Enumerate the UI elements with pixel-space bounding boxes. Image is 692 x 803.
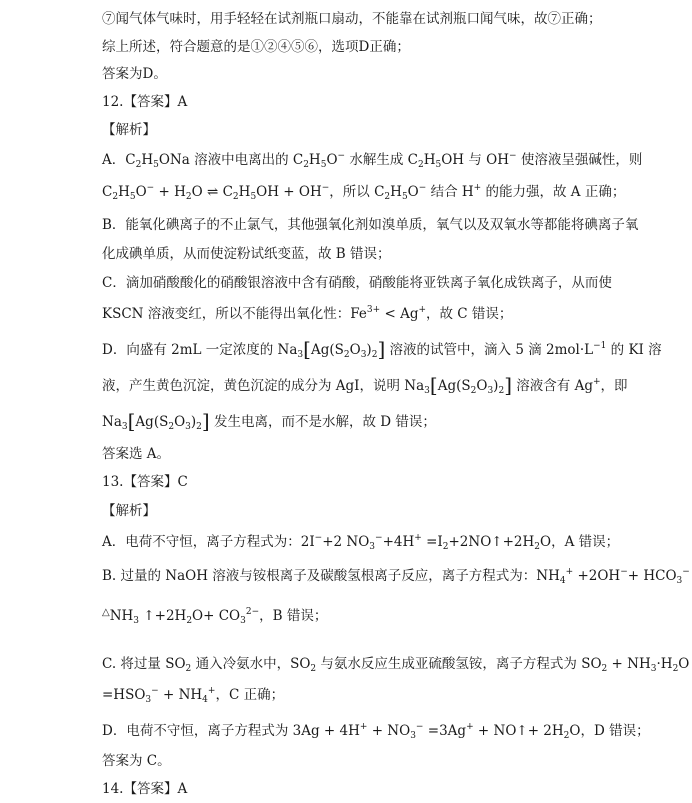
equation-line: $=HSO_3^- + NH_4^+$，C 正确； <box>102 686 285 705</box>
text-line: B．能氧化碘离子的不止氯气，其他强氧化剂如溴单质，氧气以及双氧水等都能将碘离子氧 <box>102 217 639 233</box>
text-line: 液，产生黄色沉淀，黄色沉淀的成分为 AgI，说明 $Na_3[Ag(S_2O_3)_2]$ 溶液含有 Ag+，即 <box>102 373 628 397</box>
text-line: C. 将过量 $SO_2$ 通入冷氨水中，$SO_2$ 与氨水反应生成亚硫酸氢铵，离子方程式为 $SO_2 + NH_3\cdot H_2O$ <box>102 656 690 674</box>
answer-heading-13: 13.【答案】C <box>102 474 188 490</box>
text-line: B. 过量的 NaOH 溶液与铵根离子及碳酸氢根离子反应，离子方程式为：$NH_4^+ +2OH^-+ HCO_3^-$ <box>102 567 690 586</box>
text-line: 答案为 C。 <box>102 753 171 769</box>
text-line: A．$C_2H_5ONa$ 溶液中电离出的 $C_2H_5O^-$ 水解生成 $C_2H_5OH$ 与 OH− 使溶液呈强碱性，则 <box>102 151 643 170</box>
text-line: KSCN 溶液变红，所以不能得出氧化性：$Fe^{3+} < Ag^+$，故 C 错误； <box>102 305 513 322</box>
text-line: D．电荷不守恒，离子方程式为 $3Ag + 4H^+ + NO_3^- =3Ag^+$ + NO↑+ $2H_2O$，D 错误； <box>102 722 650 741</box>
answer-heading-12: 12.【答案】A <box>102 94 188 110</box>
text-line: 综上所述，符合题意的是①②④⑤⑥，选项D正确； <box>102 39 410 55</box>
text-line: 答案选 A。 <box>102 446 171 462</box>
text-line: C．滴加硝酸酸化的硝酸银溶液中含有硝酸，硝酸能将亚铁离子氧化成铁离子，从而使 <box>102 275 612 291</box>
answer-heading-14: 14.【答案】A <box>102 781 188 797</box>
analysis-heading: 【解析】 <box>102 122 156 138</box>
text-line: A．电荷不守恒，离子方程式为：2I−+2 $NO_3^-+4H^+$ $=I_2+2NO↑+2H_2O$，A 错误； <box>102 533 620 552</box>
equation-line: $\triangle NH_3$ $↑+2H_2O+ CO_3^{2-}$，B 错误； <box>102 607 328 626</box>
text-line: $Na_3[Ag(S_2O_3)_2]$ 发生电离，而不是水解，故 D 错误； <box>102 409 436 433</box>
analysis-heading: 【解析】 <box>102 503 156 519</box>
text-line: ⑦闻气体气味时，用手轻轻在试剂瓶口扇动，不能靠在试剂瓶口闻气味，故⑦正确； <box>102 11 602 27</box>
text-line: 答案为D。 <box>102 66 167 82</box>
text-line: D．向盛有 2mL 一定浓度的 $Na_3[Ag(S_2O_3)_2]$ 溶液的试管中，滴入 5 滴 $2mol\cdot L^{-1}$ 的 KI 溶 <box>102 337 662 361</box>
equation-line: $C_2H_5O^- + H_2O$ ⇌ $C_2H_5OH + OH^-$，所以 $C_2H_5O^-$ 结合 H+ 的能力强，故 A 正确； <box>102 183 626 202</box>
text-line: 化成碘单质，从而使淀粉试纸变蓝，故 B 错误； <box>102 246 391 262</box>
